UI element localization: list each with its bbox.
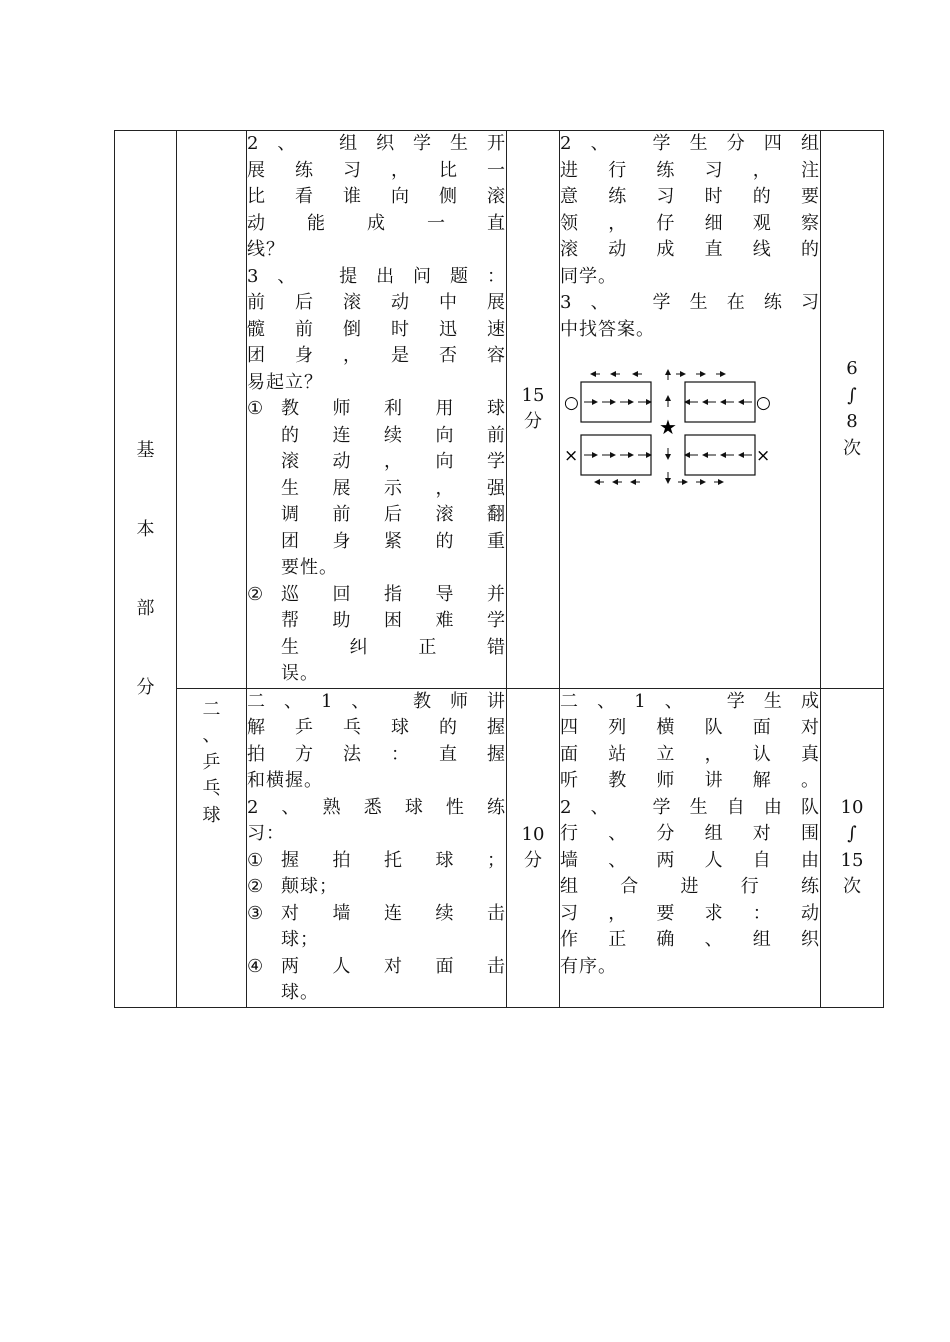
item-text: 球。 xyxy=(281,982,319,1003)
item-text: 要性。 xyxy=(281,557,338,578)
count-range-sign: ∫ xyxy=(847,384,857,406)
time-unit: 分 xyxy=(524,411,542,433)
item-text: 滚动，向学 xyxy=(281,451,506,472)
item-text: 握拍托球； xyxy=(281,849,506,871)
paragraph-line: 四列横队面对 xyxy=(560,717,820,738)
paragraph-line: 行、分组对围 xyxy=(560,823,820,844)
item-marker xyxy=(247,927,281,954)
paragraph-line: 3、 学生在练习 xyxy=(560,292,820,313)
count-unit: 次 xyxy=(843,437,861,459)
numbered-item-line xyxy=(247,449,506,476)
student-activities xyxy=(560,131,820,343)
item-marker: ② xyxy=(247,583,265,605)
numbered-item-line xyxy=(247,901,506,928)
numbered-item-line xyxy=(247,954,506,981)
paragraph-line: 3、 提出问题： xyxy=(247,265,506,287)
section-label-cell xyxy=(115,131,177,1008)
paragraph-line: 髋前倒时迅速 xyxy=(247,318,506,340)
time-cell xyxy=(507,688,560,1007)
item-marker: ③ xyxy=(247,902,265,924)
numbered-item-line xyxy=(247,661,506,688)
numbered-item-line xyxy=(247,423,506,450)
paragraph-line: 动能成一直 xyxy=(247,212,506,234)
paragraph-line: 意练习时的要 xyxy=(560,186,820,207)
item-marker: ① xyxy=(247,849,265,871)
content-label-cell xyxy=(177,688,247,1007)
count-min: 6 xyxy=(846,358,858,380)
paragraph-line: 有序。 xyxy=(560,955,617,977)
numbered-item-line xyxy=(247,396,506,423)
paragraph-line: 作正确、组织 xyxy=(560,929,820,950)
item-text: 球； xyxy=(281,929,319,950)
student-activities xyxy=(560,689,820,981)
item-marker xyxy=(247,608,281,635)
paragraph-line: 滚动成直线的 xyxy=(560,239,820,260)
paragraph-line: 进行练习，注 xyxy=(560,159,820,181)
paragraph-line: 团身，是否容 xyxy=(247,345,506,366)
teacher-activities-cell xyxy=(247,688,507,1007)
count-range-sign: ∫ xyxy=(847,823,857,844)
paragraph-line: 听教师讲解。 xyxy=(560,770,820,791)
numbered-item-line xyxy=(247,874,506,901)
content-label-char: 二 xyxy=(202,698,221,720)
time-value: 10 xyxy=(521,823,545,845)
numbered-item-line xyxy=(247,848,506,875)
item-text: 的连续向前 xyxy=(281,424,506,446)
item-text: 生展示，强 xyxy=(281,477,506,499)
count-min: 10 xyxy=(840,796,864,818)
count-max: 15 xyxy=(840,849,864,871)
table-row xyxy=(115,131,884,689)
count-max: 8 xyxy=(846,411,858,433)
paragraph-line: 2、 组织学生开 xyxy=(247,133,506,154)
content-label-char: 球 xyxy=(202,804,221,826)
item-marker xyxy=(247,555,281,582)
paragraph-line: 同学。 xyxy=(560,265,617,287)
circle-marker: ○ xyxy=(564,393,580,413)
student-activities-cell xyxy=(560,688,821,1007)
paragraph-line: 二、1、 学生成 xyxy=(560,690,820,712)
item-marker xyxy=(247,529,281,556)
item-text: 对墙连续击 xyxy=(281,902,506,924)
item-marker xyxy=(247,635,281,662)
paragraph-line: 组合进行练 xyxy=(560,876,820,897)
section-label-char: 基 xyxy=(136,439,155,461)
numbered-item-line xyxy=(247,476,506,503)
content-label-char: 、 xyxy=(202,725,221,746)
item-marker: ④ xyxy=(247,955,265,977)
paragraph-line: 比看谁向侧滚 xyxy=(247,186,506,207)
time-cell xyxy=(507,131,560,689)
numbered-item-line xyxy=(247,502,506,529)
item-marker xyxy=(247,423,281,450)
paragraph-line: 墙、两人自由 xyxy=(560,849,820,871)
paragraph-line: 和横握。 xyxy=(247,770,323,791)
numbered-item-line xyxy=(247,608,506,635)
content-label-char: 乒 xyxy=(202,751,221,773)
circle-marker: ○ xyxy=(756,393,772,413)
item-text: 帮助困难学 xyxy=(281,610,506,631)
paragraph-line: 2、 学生分四组 xyxy=(560,133,820,154)
formation-diagram-svg xyxy=(564,369,774,485)
table-row xyxy=(115,688,884,1007)
paragraph-line: 领，仔细观察 xyxy=(560,212,820,234)
item-marker xyxy=(247,980,281,1007)
item-text: 误。 xyxy=(281,663,319,684)
paragraph-line: 二、1、 教师讲 xyxy=(247,690,506,712)
item-marker xyxy=(247,661,281,688)
teacher-activities-cell xyxy=(247,131,507,689)
count-cell xyxy=(821,688,884,1007)
item-marker xyxy=(247,476,281,503)
paragraph-line: 面站立，认真 xyxy=(560,743,820,765)
section-label-char: 分 xyxy=(136,676,155,698)
content-label-cell xyxy=(177,131,247,689)
numbered-item-line xyxy=(247,582,506,609)
item-text: 调前后滚翻 xyxy=(281,504,506,525)
teacher-activities xyxy=(247,689,506,1007)
paragraph-line: 解乒乓球的握 xyxy=(247,717,506,738)
numbered-item-line xyxy=(247,555,506,582)
item-text: 团身紧的重 xyxy=(281,530,506,552)
paragraph-line: 线？ xyxy=(247,239,285,260)
item-text: 巡回指导并 xyxy=(281,583,506,605)
numbered-item-line xyxy=(247,529,506,556)
numbered-item-line xyxy=(247,927,506,954)
paragraph-line: 拍方法：直握 xyxy=(247,743,506,765)
paragraph-line: 展练习，比一 xyxy=(247,159,506,181)
time-value: 15 xyxy=(521,385,545,407)
item-text: 教师利用球 xyxy=(281,398,506,419)
item-text: 两人对面击 xyxy=(281,955,506,977)
center-star-marker: ★ xyxy=(659,415,678,439)
paragraph-line: 2、 学生自由队 xyxy=(560,796,820,818)
item-marker: ① xyxy=(247,398,265,419)
cross-marker: × xyxy=(756,446,772,466)
item-marker xyxy=(247,449,281,476)
lesson-plan-table xyxy=(114,130,884,1008)
numbered-item-line xyxy=(247,635,506,662)
item-marker xyxy=(247,502,281,529)
paragraph-line: 易起立？ xyxy=(247,371,323,393)
paragraph-line: 前后滚动中展 xyxy=(247,292,506,313)
item-marker: ② xyxy=(247,876,265,897)
time-unit: 分 xyxy=(524,849,542,871)
paragraph-line: 中找答案。 xyxy=(560,318,655,340)
count-cell xyxy=(821,131,884,689)
paragraph-line: 习： xyxy=(247,823,285,844)
section-label-char: 部 xyxy=(136,597,155,619)
paragraph-line: 2、熟悉球性练 xyxy=(247,796,506,818)
teacher-activities xyxy=(247,131,506,688)
student-activities-cell xyxy=(560,131,821,689)
cross-marker: × xyxy=(564,446,580,466)
content-label-char: 乓 xyxy=(202,778,221,799)
section-label-char: 本 xyxy=(136,518,155,540)
formation-diagram xyxy=(564,369,820,494)
paragraph-line: 习，要求：动 xyxy=(560,902,820,924)
item-text: 颠球； xyxy=(281,876,338,897)
numbered-item-line xyxy=(247,980,506,1007)
item-text: 生纠正错 xyxy=(281,636,506,658)
count-unit: 次 xyxy=(843,876,861,897)
